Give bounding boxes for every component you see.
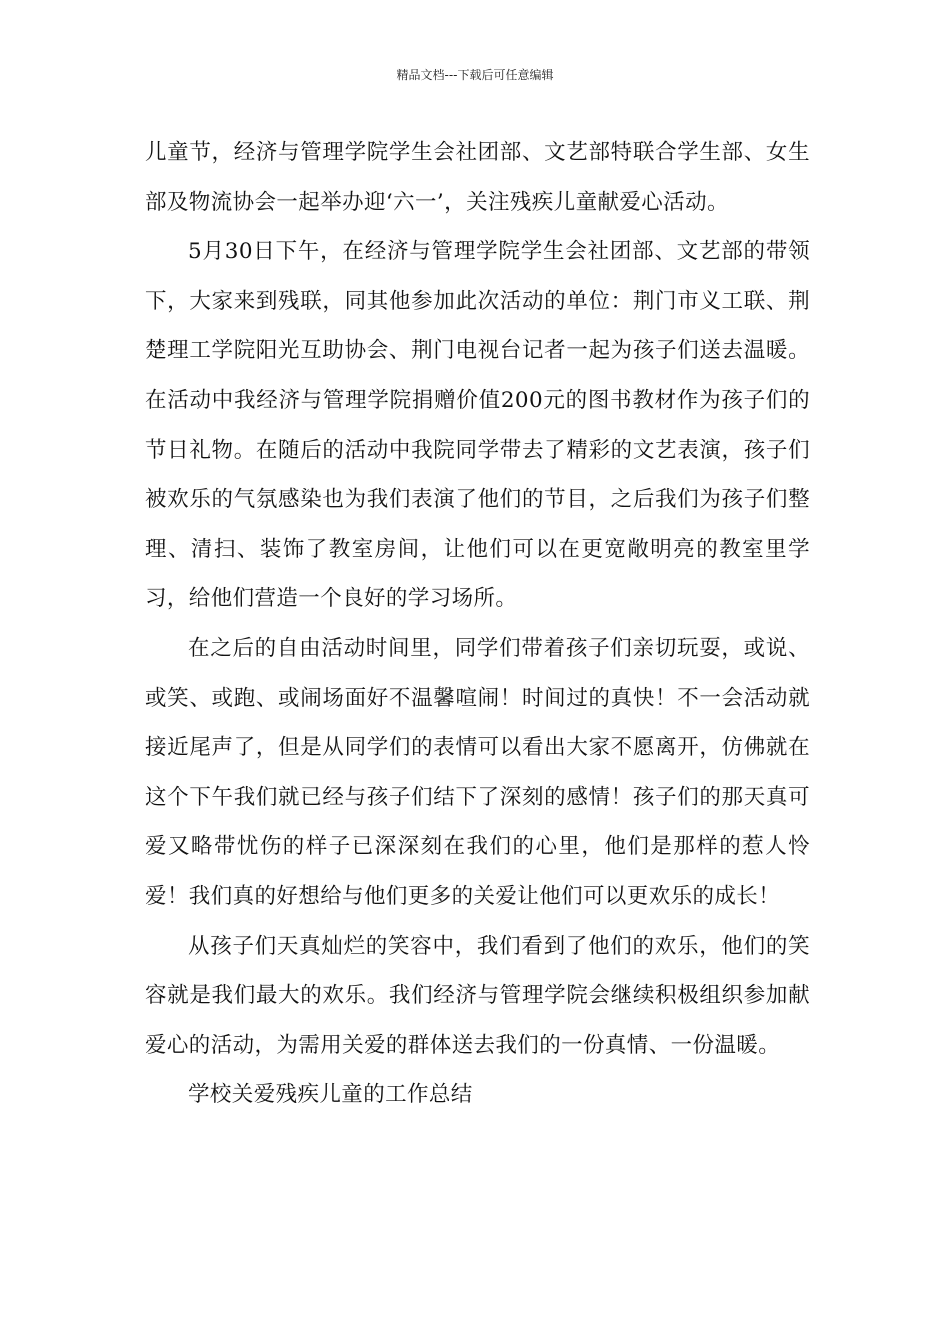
document-body <box>145 128 810 1120</box>
paragraph-3: 在之后的自由活动时间里，同学们带着孩子们亲切玩耍，或说、或笑、或跑、或闹场面好不温馨喧闹！时间过的真快！不一会活动就接近尾声了，但是从同学们的表情可以看出大家不愿离开，仿佛就在这个下午我们就已经与孩子们结下了深刻的感情！孩子们的那天真可爱又略带忧伤的样子已深深刻在我们的心里，他们是那样的惹人怜爱！我们真的好想给与他们更多的关爱让他们可以更欢乐的成长！ <box>145 635 810 909</box>
section-title: 学校关爱残疾儿童的工作总结 <box>188 1082 473 1108</box>
paragraph-4: 从孩子们天真灿烂的笑容中，我们看到了他们的欢乐，他们的笑容就是我们最大的欢乐。我们经济与管理学院会继续积极组织参加献爱心的活动，为需用关爱的群体送去我们的一份真情、一份温暖。 <box>145 933 810 1058</box>
page-header: 精品文档---下载后可任意编辑 <box>396 68 554 82</box>
paragraph-1: 儿童节，经济与管理学院学生会社团部、文艺部特联合学生部、女生部及物流协会一起举办迎‘六一’，关注残疾儿童献爱心活动。 <box>145 140 810 215</box>
paragraph-2: 5月30日下午，在经济与管理学院学生会社团部、文艺部的带领下，大家来到残联，同其他参加此次活动的单位：荆门市义工联、荆楚理工学院阳光互助协会、荆门电视台记者一起为孩子们送去温暖。在活动中我经济与管理学院捐赠价值200元的图书教材作为孩子们的节日礼物。在随后的活动中我院同学带去了精彩的文艺表演，孩子们被欢乐的气氛感染也为我们表演了他们的节目，之后我们为孩子们整理、清扫、装饰了教室房间，让他们可以在更宽敞明亮的教室里学习，给他们营造一个良好的学习场所。 <box>145 239 810 612</box>
